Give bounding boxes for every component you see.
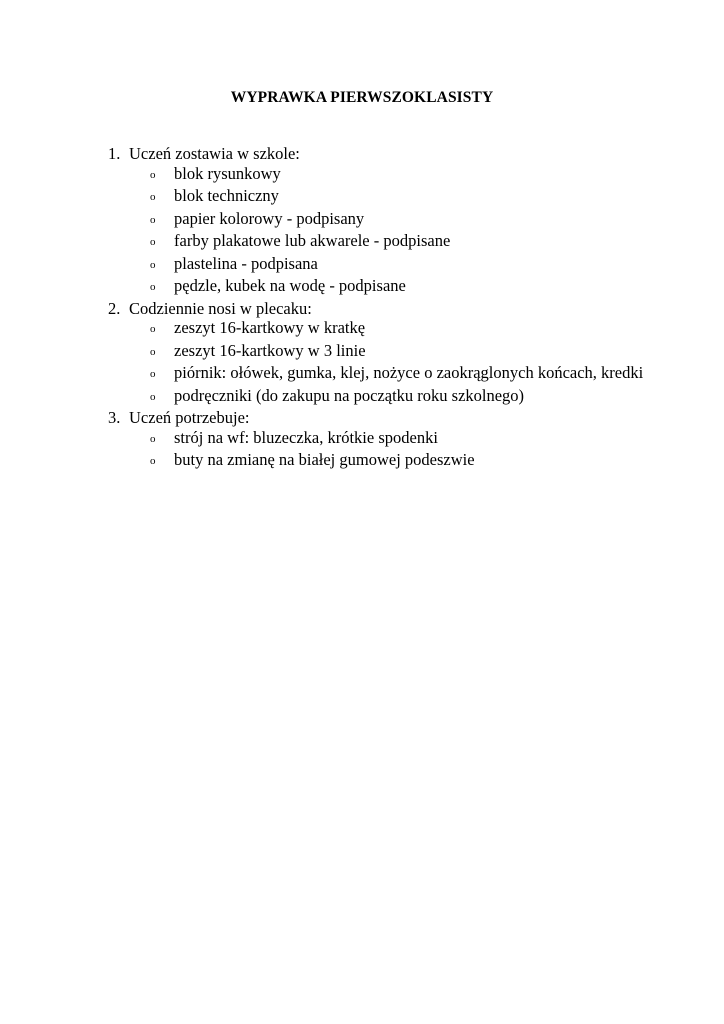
bullet-icon: o bbox=[150, 191, 156, 203]
section-heading bbox=[108, 408, 668, 428]
bullet-icon: o bbox=[150, 455, 156, 467]
section-2 bbox=[108, 299, 668, 409]
bullet-icon: o bbox=[150, 368, 156, 380]
list-item-text: buty na zmianę na białej gumowej podeszwie bbox=[174, 450, 475, 469]
list-item bbox=[108, 386, 668, 409]
list-item bbox=[108, 231, 668, 254]
section-number: 2. bbox=[108, 298, 121, 318]
bullet-icon: o bbox=[150, 168, 156, 181]
list-item bbox=[108, 428, 668, 451]
bullet-icon: o bbox=[150, 345, 156, 358]
list-item-text: zeszyt 16-kartkowy w kratkę bbox=[174, 318, 366, 337]
bullet-icon: o bbox=[150, 323, 156, 335]
list-item-text: blok techniczny bbox=[174, 186, 279, 205]
list-item bbox=[108, 318, 668, 341]
section-1 bbox=[108, 144, 668, 299]
bullet-icon: o bbox=[150, 432, 156, 445]
list-item-text: pędzle, kubek na wodę - podpisane bbox=[174, 276, 406, 295]
list-item-text: plastelina - podpisana bbox=[174, 253, 318, 273]
list-item-text: strój na wf: bluzeczka, krótkie spodenki bbox=[174, 427, 438, 447]
list-item-text: zeszyt 16-kartkowy w 3 linie bbox=[174, 340, 366, 360]
bullet-icon: o bbox=[150, 390, 156, 403]
section-heading bbox=[108, 299, 668, 319]
section-heading-text: Uczeń zostawia w szkole: bbox=[129, 144, 300, 163]
section-3 bbox=[108, 408, 668, 473]
section-heading-text: Uczeń potrzebuje: bbox=[129, 408, 250, 427]
list-item-text: blok rysunkowy bbox=[174, 163, 281, 183]
bullet-icon: o bbox=[150, 236, 156, 248]
list-item bbox=[108, 363, 668, 386]
list-item bbox=[108, 209, 668, 232]
list-item-text: piórnik: ołówek, gumka, klej, nożyce o zaokrąglonych końcach, kredki bbox=[174, 363, 644, 382]
section-heading-text: Codziennie nosi w plecaku: bbox=[129, 298, 312, 318]
list-item bbox=[108, 186, 668, 209]
section-heading bbox=[108, 144, 668, 164]
bullet-icon: o bbox=[150, 258, 156, 271]
list-item bbox=[108, 450, 668, 473]
document-title: WYPRAWKA PIERWSZOKLASISTY bbox=[230, 89, 494, 106]
bullet-icon: o bbox=[150, 213, 156, 226]
list-item bbox=[108, 276, 668, 299]
list-item-text: farby plakatowe lub akwarele - podpisane bbox=[174, 231, 451, 250]
list-item bbox=[108, 164, 668, 187]
supply-list bbox=[108, 144, 668, 473]
bullet-icon: o bbox=[150, 281, 156, 293]
list-item-text: podręczniki (do zakupu na początku roku szkolnego) bbox=[174, 385, 525, 405]
list-item-text: papier kolorowy - podpisany bbox=[174, 208, 365, 228]
section-number: 3. bbox=[108, 408, 121, 427]
list-item bbox=[108, 254, 668, 277]
section-number: 1. bbox=[108, 144, 121, 163]
list-item bbox=[108, 341, 668, 364]
